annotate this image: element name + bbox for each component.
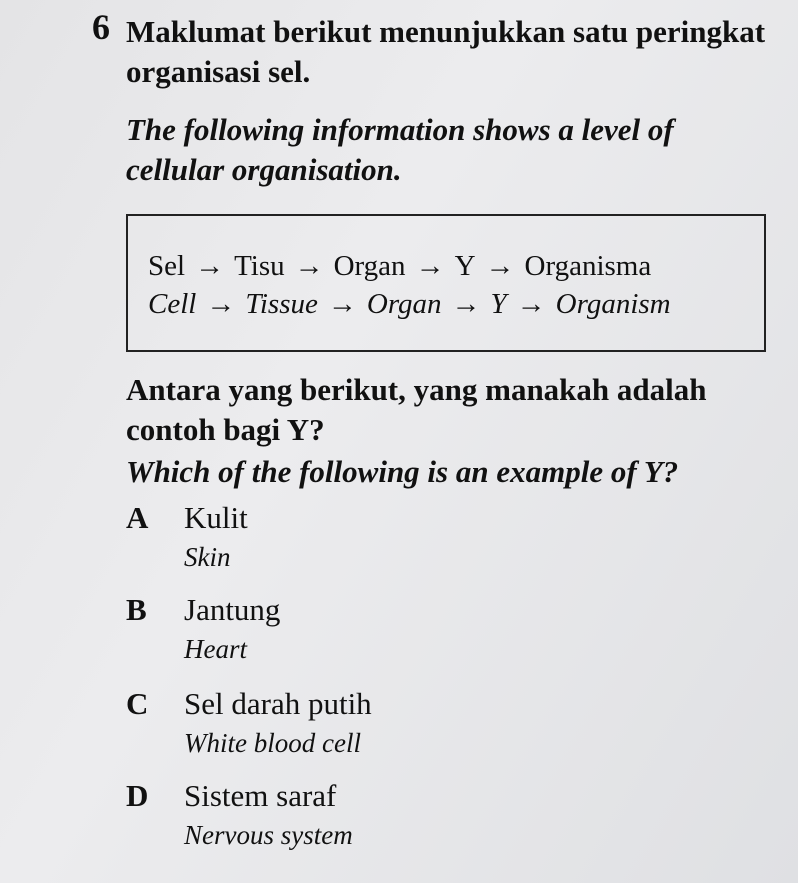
option-text-malay: Kulit bbox=[184, 500, 248, 535]
arrow-icon: → bbox=[415, 250, 445, 282]
option-text-english: Nervous system bbox=[184, 820, 353, 850]
option-letter: D bbox=[126, 778, 149, 813]
option-letter: B bbox=[126, 592, 147, 627]
flow-item: Cell bbox=[148, 288, 197, 320]
flow-item: Sel bbox=[148, 250, 186, 282]
arrow-icon: → bbox=[485, 250, 515, 282]
option-letter: C bbox=[126, 686, 149, 721]
arrow-icon: → bbox=[327, 288, 357, 320]
option-text-malay: Sel darah putih bbox=[184, 686, 372, 721]
prompt-malay: Antara yang berikut, yang manakah adalah contoh bagi Y? bbox=[126, 372, 707, 447]
flow-malay bbox=[148, 250, 651, 283]
arrow-icon: → bbox=[451, 288, 481, 320]
arrow-icon: → bbox=[195, 250, 225, 282]
option-text-english: Heart bbox=[184, 634, 247, 664]
option-letter: A bbox=[126, 500, 149, 535]
flow-item: Tisu bbox=[234, 250, 285, 282]
arrow-icon: → bbox=[516, 288, 546, 320]
option-text-malay: Sistem saraf bbox=[184, 778, 337, 813]
flow-item: Y bbox=[454, 250, 476, 282]
flow-item: Tissue bbox=[245, 288, 318, 320]
flow-item: Organ bbox=[333, 250, 406, 282]
arrow-icon: → bbox=[206, 288, 236, 320]
option-text-english: White blood cell bbox=[184, 728, 361, 758]
flow-english bbox=[148, 288, 671, 321]
flow-item: Organism bbox=[555, 288, 671, 320]
stem-malay: Maklumat berikut menunjukkan satu peringkat organisasi sel. bbox=[126, 14, 766, 89]
arrow-icon: → bbox=[294, 250, 324, 282]
option-text-english: Skin bbox=[184, 542, 231, 572]
option-text-malay: Jantung bbox=[184, 592, 281, 627]
info-box bbox=[126, 214, 766, 352]
flow-item: Organ bbox=[366, 288, 442, 320]
prompt-english: Which of the following is an example of Y? bbox=[126, 454, 679, 489]
question-number: 6 bbox=[92, 7, 110, 47]
stem-english: The following information shows a level of cellular organisation. bbox=[126, 112, 674, 187]
flow-item: Y bbox=[490, 288, 507, 320]
flow-item: Organisma bbox=[524, 250, 652, 282]
